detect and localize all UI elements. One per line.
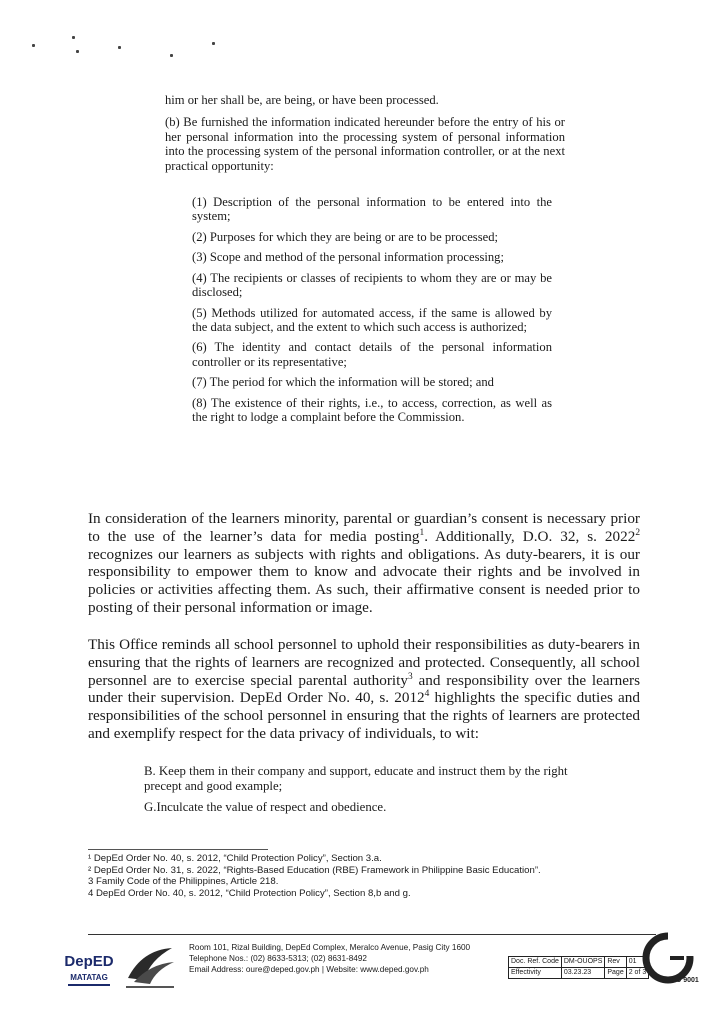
iso-certification-seal bbox=[640, 926, 700, 992]
scan-speck bbox=[118, 46, 121, 49]
numbered-list bbox=[192, 195, 552, 430]
footnotes bbox=[88, 853, 598, 899]
doc-ref-value: DM-OUOPS bbox=[561, 957, 605, 968]
footer-contact bbox=[189, 942, 509, 975]
footnote-ref: 3 bbox=[407, 671, 413, 682]
scan-speck bbox=[72, 36, 75, 39]
list-item: (8) The existence of their rights, i.e., to access, correction, as well as the right to lodge a complaint before the Commission. bbox=[192, 395, 552, 424]
rev-value: 01 bbox=[626, 957, 649, 968]
footnote: 3 Family Code of the Philippines, Article 218. bbox=[88, 876, 279, 887]
list-item: (3) Scope and method of the personal information processing; bbox=[192, 250, 504, 265]
deped-matatag-logo bbox=[62, 940, 116, 992]
logo-wordmark: DepED bbox=[64, 953, 114, 970]
consent-paragraph bbox=[88, 510, 640, 617]
footnote-divider bbox=[88, 849, 268, 850]
footer-email-website: Email Address: oure@deped.gov.ph | Website: www.deped.gov.ph bbox=[189, 965, 429, 974]
footnote-ref: 4 bbox=[424, 689, 430, 700]
quote-item-b-text: (b) Be furnished the information indicated hereunder before the entry of his or her personal information into the processing system of personal information into the processing system of the personal information controller, or at the next practical opportunity: bbox=[165, 115, 565, 173]
iso-label: ISO 9001 bbox=[669, 977, 699, 984]
scan-speck bbox=[212, 42, 215, 45]
footnote-ref: 2 bbox=[635, 527, 641, 538]
list-item: (1) Description of the personal information to be entered into the system; bbox=[192, 195, 552, 224]
list-item: (2) Purposes for which they are being or are to be processed; bbox=[192, 229, 498, 244]
para-text: This Office reminds all school personnel to uphold their responsibilities as duty-bearers in ensuring that the rights of learners are recognized and protected. Consequently, all school personnel are to exercise special parental authority bbox=[88, 636, 640, 689]
list-item: (5) Methods utilized for automated access, if the same is allowed by the data subject, and the extent to which such access is authorized; bbox=[192, 305, 552, 334]
scan-speck bbox=[170, 54, 173, 57]
page-value: 2 of 3 bbox=[626, 968, 649, 979]
effectivity-label: Effectivity bbox=[509, 968, 562, 979]
effectivity-value: 03.23.23 bbox=[561, 968, 605, 979]
footnote: 4 DepEd Order No. 40, s. 2012, “Child Protection Policy”, Section 8,b and g. bbox=[88, 887, 411, 899]
para-text: and responsibility over the learners under their supervision. DepEd Order No. 40, s. 2012 bbox=[88, 671, 640, 707]
footnote: ¹ DepEd Order No. 40, s. 2012, “Child Protection Policy”, Section 3.a. bbox=[88, 853, 382, 864]
scan-speck bbox=[76, 50, 79, 53]
para-text: highlights the specific duties and responsibilities of the school personnel in ensuring that the rights of learners are protected and exemplify respect for the data privacy of individuals, to wit: bbox=[88, 689, 640, 742]
duty-item-text: G.Inculcate the value of respect and obedience. bbox=[144, 800, 387, 814]
footer-telephone: Telephone Nos.: (02) 8633-5313; (02) 8631-8492 bbox=[189, 954, 367, 963]
list-item: (7) The period for which the information will be stored; and bbox=[192, 375, 494, 390]
footer-divider bbox=[88, 934, 656, 935]
footnote: ² DepEd Order No. 31, s. 2022, “Rights-Based Education (RBE) Framework in Philippine Basic Education”. bbox=[88, 864, 541, 876]
scan-speck bbox=[32, 44, 35, 47]
quoted-item-b bbox=[165, 115, 565, 173]
bagong-pilipinas-logo bbox=[120, 940, 180, 992]
quoted-lead-line bbox=[165, 93, 565, 108]
doc-ref-label: Doc. Ref. Code bbox=[509, 957, 562, 968]
page-label: Page bbox=[605, 968, 626, 979]
duty-item-b bbox=[144, 764, 604, 794]
duty-item-g bbox=[144, 800, 604, 815]
para-text: In consideration of the learners minority, parental or guardian’s consent is necessary prior to the use of the learner’s data for media posting bbox=[88, 510, 640, 545]
footer-address: Room 101, Rizal Building, DepEd Complex, Meralco Avenue, Pasig City 1600 bbox=[189, 943, 471, 952]
list-item: (4) The recipients or classes of recipients to whom they are or may be disclosed; bbox=[192, 270, 552, 300]
para-text: recognizes our learners as subjects with rights and obligations. As duty-bearers, it is our responsibility to empower them to know and advocate their rights and be involved in policies or activities affecting them. As such, their affirmative consent is needed prior to posting of their personal information or image. bbox=[88, 545, 640, 616]
para-text: . Additionally, D.O. 32, s. 2022 bbox=[424, 527, 636, 545]
duty-bearers-paragraph bbox=[88, 636, 640, 743]
scan-specks bbox=[28, 36, 228, 66]
list-item: (6) The identity and contact details of the personal information controller or its representative; bbox=[192, 340, 552, 369]
rev-label: Rev bbox=[605, 957, 626, 968]
document-control-table bbox=[508, 956, 649, 979]
footnote-ref: 1 bbox=[419, 527, 425, 538]
quote-lead-text: him or her shall be, are being, or have been processed. bbox=[165, 93, 439, 107]
logo-subtext: MATATAG bbox=[70, 973, 108, 982]
duty-item-text: B. Keep them in their company and support, educate and instruct them by the right precept and good example; bbox=[144, 764, 568, 793]
